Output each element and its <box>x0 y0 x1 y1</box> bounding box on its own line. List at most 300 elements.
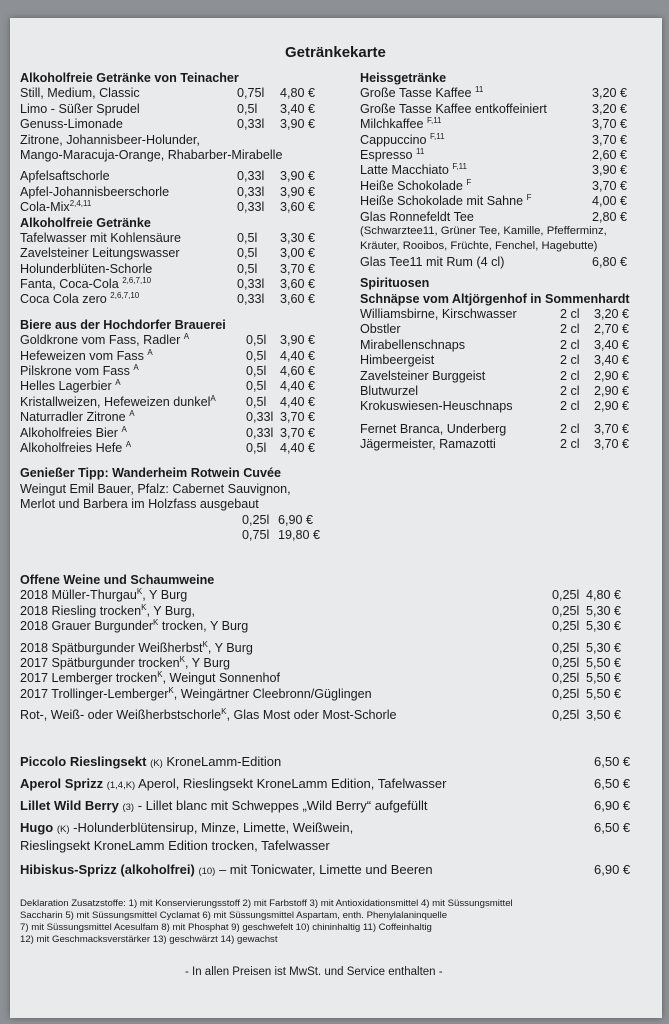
section-title: Heissgetränke <box>360 71 447 85</box>
menu-item <box>360 210 656 225</box>
item-price: 3,50 € <box>586 708 622 723</box>
item-name <box>360 422 506 437</box>
item-price: 2,90 € <box>594 368 630 383</box>
item-price: 2,70 € <box>594 322 630 337</box>
menu-item <box>20 246 340 261</box>
tip-line: Merlot und Barbera im Holzfass ausgebaut <box>20 497 259 512</box>
item-name <box>360 179 471 194</box>
item-quantity: 0,33l <box>237 169 265 184</box>
item-name <box>20 656 230 671</box>
item-quantity: 0,25l <box>552 655 580 670</box>
item-price: 4,60 € <box>280 364 316 379</box>
item-label: Milchkaffee <box>360 117 427 132</box>
item-label: Heiße Schokolade mit Sahne <box>360 194 527 209</box>
item-price: 3,90 € <box>592 163 628 178</box>
menu-item <box>20 619 640 634</box>
allergen-code: (10) <box>198 866 216 877</box>
item-price: 3,40 € <box>594 353 630 368</box>
item-label: 2018 Müller-Thurgau <box>20 588 137 603</box>
item-footnote: K <box>153 617 159 627</box>
item-label: 2017 Trollinger-Lemberger <box>20 686 169 701</box>
item-label: Rot-, Weiß- oder Weißherbstschorle <box>20 708 222 723</box>
specials-section <box>20 754 640 884</box>
declaration-line: Saccharin 5) mit Süssungsmittel Cyclamat 6) mit Süssungsmittel Aspartam, enth. Phenylalaninquelle <box>20 910 448 921</box>
declaration-line: 12) mit Geschmacksverstärker 13) geschwärzt 14) gewachst <box>20 934 278 945</box>
item-name <box>20 292 139 307</box>
item-name <box>20 333 189 348</box>
item-footnote: F,11 <box>426 115 442 125</box>
item-quantity: 0,75l <box>242 527 270 542</box>
section-title: Alkoholfreie Getränke von Teinacher <box>20 71 239 85</box>
menu-item <box>360 163 656 178</box>
item-label: Krokuswiesen-Heuschnaps <box>360 399 513 414</box>
special-item-cont <box>20 838 640 862</box>
item-price: 3,70 € <box>592 132 628 147</box>
item-name <box>20 364 139 379</box>
item-name <box>360 148 424 163</box>
item-quantity: 2 cl <box>560 322 580 337</box>
item-price: 3,90 € <box>280 117 316 132</box>
item-label: Blutwurzel <box>360 384 419 399</box>
menu-item <box>20 441 340 456</box>
item-price: 3,20 € <box>592 101 628 116</box>
item-detail: , Weingut Sonnenhof <box>162 671 280 686</box>
item-footnote: F,11 <box>452 162 467 172</box>
item-price: 4,40 € <box>280 379 316 394</box>
item-label: Espresso <box>360 147 416 162</box>
menu-item <box>20 292 340 307</box>
item-name <box>20 776 446 793</box>
item-footnote: 11 <box>475 85 484 95</box>
item-name <box>360 210 474 225</box>
menu-item <box>360 437 656 452</box>
item-name <box>20 820 353 837</box>
item-price: 6,80 € <box>592 254 628 269</box>
menu-item <box>20 231 340 246</box>
item-name <box>360 322 401 337</box>
special-description: Aperol, Rieslingsekt KroneLamm Edition, Tafelwasser <box>138 776 447 791</box>
item-quantity: 0,25l <box>552 708 580 723</box>
item-price: 3,60 € <box>280 292 316 307</box>
item-price: 3,20 € <box>594 307 630 322</box>
item-label: Cappuccino <box>360 132 431 147</box>
special-description: KroneLamm-Edition <box>166 754 282 769</box>
item-price: 4,40 € <box>280 394 316 409</box>
item-price: 2,60 € <box>592 147 628 162</box>
item-name <box>20 426 127 441</box>
item-price: 3,70 € <box>592 178 628 193</box>
item-price: 6,50 € <box>594 820 631 835</box>
item-price: 3,70 € <box>280 261 316 276</box>
menu-item <box>20 117 340 132</box>
item-label: Tafelwasser mit Kohlensäure <box>20 230 181 245</box>
special-name: Piccolo Rieslingsekt <box>20 754 147 769</box>
item-price: 6,50 € <box>594 754 631 769</box>
item-quantity: 0,33l <box>237 184 265 199</box>
menu-item <box>20 333 340 348</box>
item-quantity: 2 cl <box>560 368 580 383</box>
item-name: Glas Tee11 mit Rum (4 cl) <box>360 254 505 269</box>
item-label: Limo - Süßer Sprudel <box>20 101 140 116</box>
item-quantity: 2 cl <box>560 353 580 368</box>
item-footnote: K <box>136 587 143 597</box>
item-label: Zavelsteiner Leitungswasser <box>20 246 180 261</box>
item-label: Glas Ronnefeldt Tee <box>360 209 474 224</box>
item-detail: trocken, Y Burg <box>158 619 249 634</box>
item-quantity: 0,25l <box>552 686 580 701</box>
menu-item <box>360 399 656 414</box>
item-label: Pilskrone vom Fass <box>20 364 134 379</box>
item-label: Mirabellenschnaps <box>360 337 466 352</box>
item-name <box>20 277 151 292</box>
item-name <box>20 410 135 425</box>
section-title: Alkoholfreie Getränke <box>20 215 151 230</box>
item-price: 2,90 € <box>594 399 630 414</box>
item-name <box>360 307 517 322</box>
menu-item <box>360 117 656 132</box>
item-label: Hefeweizen vom Fass <box>20 348 148 363</box>
menu-item <box>360 86 656 101</box>
item-price: 3,40 € <box>594 337 630 352</box>
item-detail: , Y Burg <box>184 655 231 670</box>
item-quantity: 2 cl <box>560 337 580 352</box>
item-label: Zavelsteiner Burggeist <box>360 368 486 383</box>
item-name <box>20 246 180 261</box>
declaration-line: 7) mit Süssungsmittel Acesulfam 8) mit Phosphat 9) geschwefelt 10) chininhaltig 11) Coffeinhaltig <box>20 922 432 933</box>
item-name <box>20 441 131 456</box>
item-quantity: 0,5l <box>246 364 267 379</box>
item-name <box>360 194 532 209</box>
menu-item <box>360 338 656 353</box>
item-name <box>20 588 187 603</box>
item-label: Große Tasse Kaffee entkoffeiniert <box>360 101 547 116</box>
allergen-code: (K) <box>150 758 163 769</box>
special-item <box>20 754 640 776</box>
menu-item <box>20 102 340 117</box>
item-name <box>20 169 110 184</box>
item-name <box>360 437 496 452</box>
item-name <box>360 338 465 353</box>
item-label: Still, Medium, Classic <box>20 86 140 101</box>
item-name <box>20 687 372 702</box>
item-name <box>20 379 121 394</box>
item-quantity: 0,5l <box>246 394 267 409</box>
item-detail: , Glas Most oder Most-Schorle <box>226 708 397 723</box>
menu-item <box>20 671 640 686</box>
item-label: Himbeergeist <box>360 353 435 368</box>
item-label: Cola-Mix <box>20 200 70 215</box>
item-price: 5,30 € <box>586 619 622 634</box>
item-label: Latte Macchiato <box>360 163 453 178</box>
menu-item <box>20 528 340 543</box>
note: (Schwarztee11, Grüner Tee, Kamille, Pfefferminz, <box>360 224 607 237</box>
special-name: Aperol Sprizz <box>20 776 104 791</box>
item-name <box>360 399 513 414</box>
menu-item <box>360 179 656 194</box>
item-footnote: K <box>141 602 147 612</box>
item-quantity: 2 cl <box>560 437 580 452</box>
note: Mango-Maracuja-Orange, Rhabarber-Mirabelle <box>20 147 283 162</box>
item-price: 3,60 € <box>280 277 316 292</box>
menu-item <box>20 379 340 394</box>
item-name <box>360 384 418 399</box>
menu-item <box>360 148 656 163</box>
item-quantity: 0,25l <box>552 671 580 686</box>
section-title: Offene Weine und Schaumweine <box>20 573 215 587</box>
item-label: Holunderblüten-Schorle <box>20 261 153 276</box>
item-name <box>360 369 485 384</box>
special-name: Hibiskus-Sprizz (alkoholfrei) <box>20 862 195 877</box>
tip-line: Weingut Emil Bauer, Pfalz: Cabernet Sauvignon, <box>20 481 291 496</box>
item-price: 5,50 € <box>586 671 622 686</box>
item-price: 6,90 € <box>594 798 631 813</box>
item-detail: , Y Burg <box>207 640 253 655</box>
item-price: 3,90 € <box>280 333 316 348</box>
menu-item <box>20 185 340 200</box>
item-price: 19,80 € <box>278 527 321 542</box>
item-footnote: A <box>147 347 153 357</box>
menu-item <box>20 656 640 671</box>
item-detail: , Weingärtner Cleebronn/Güglingen <box>173 686 372 701</box>
item-quantity: 0,5l <box>237 246 258 261</box>
item-footnote: 2,6,7,10 <box>122 275 152 285</box>
menu-item <box>360 133 656 148</box>
item-name <box>360 86 483 101</box>
menu-item <box>20 200 340 215</box>
page-title: Getränkekarte <box>285 44 386 61</box>
item-label: Jägermeister, Ramazotti <box>360 437 496 452</box>
section-title: Spirituosen <box>360 276 430 291</box>
item-quantity: 2 cl <box>560 307 580 322</box>
item-label: Fanta, Coca-Cola <box>20 277 123 292</box>
item-label: Genuss-Limonade <box>20 117 123 132</box>
item-label: Williamsbirne, Kirschwasser <box>360 307 517 322</box>
item-price: 6,90 € <box>594 862 631 877</box>
item-footnote: A <box>115 378 121 388</box>
item-name <box>360 353 434 368</box>
item-quantity: 0,25l <box>552 603 580 618</box>
menu-item <box>360 384 656 399</box>
item-name <box>20 86 140 101</box>
item-label: Heiße Schokolade <box>360 178 467 193</box>
menu-item <box>20 513 340 528</box>
item-label: 2018 Spätburgunder Weißherbst <box>20 640 203 655</box>
item-quantity: 0,33l <box>246 425 274 440</box>
item-price: 3,20 € <box>592 86 628 101</box>
item-price: 3,60 € <box>280 200 316 215</box>
allergen-code: (K) <box>56 824 70 835</box>
item-footnote: K <box>202 639 208 649</box>
item-footnote: F <box>466 177 472 187</box>
item-name <box>20 102 140 117</box>
declaration-line: Deklaration Zusatzstoffe: 1) mit Konservierungsstoff 2) mit Farbstoff 3) mit Antioxidationsmittel 4) mit Süssungsmittel <box>20 898 513 909</box>
item-footnote: K <box>221 706 227 716</box>
section-subtitle: Schnäpse vom Altjörgenhof in Sommenhardt <box>360 291 630 306</box>
note: Zitrone, Johannisbeer-Holunder, <box>20 132 200 147</box>
special-item <box>20 776 640 798</box>
item-name <box>20 262 152 277</box>
item-quantity: 0,25l <box>242 512 270 527</box>
menu-item <box>20 86 340 101</box>
menu-item <box>20 708 640 723</box>
menu-item <box>20 395 340 410</box>
item-label: 2018 Grauer Burgunder <box>20 619 154 634</box>
item-name <box>20 798 427 815</box>
menu-item <box>20 262 340 277</box>
menu-item <box>20 588 640 603</box>
item-price: 6,50 € <box>594 776 631 791</box>
item-name <box>20 200 91 215</box>
item-quantity: 0,25l <box>552 588 580 603</box>
item-quantity: 0,33l <box>237 292 265 307</box>
declaration <box>20 898 630 946</box>
menu-item <box>360 307 656 322</box>
item-name <box>20 185 169 200</box>
item-label: Naturradler Zitrone <box>20 410 130 425</box>
item-price: 4,80 € <box>586 588 622 603</box>
item-label: Obstler <box>360 322 401 337</box>
item-price: 3,90 € <box>280 184 316 199</box>
menu-item <box>20 687 640 702</box>
item-label: Kristallweizen, Hefeweizen dunkel <box>20 394 211 409</box>
item-name <box>360 163 467 178</box>
special-item <box>20 862 640 884</box>
special-description: -Holunderblütensirup, Minze, Limette, Weißwein, <box>73 820 354 835</box>
item-footnote: 2,6,7,10 <box>110 291 140 301</box>
menu-item <box>20 169 340 184</box>
menu-item <box>360 353 656 368</box>
item-name <box>20 395 216 410</box>
menu-item <box>20 426 340 441</box>
item-footnote: 11 <box>416 146 425 156</box>
item-label: Goldkrone vom Fass, Radler <box>20 333 184 348</box>
menu-item <box>360 194 656 209</box>
item-footnote: A <box>129 409 135 419</box>
special-description: – mit Tonicwater, Limette und Beeren <box>218 862 433 877</box>
item-quantity: 2 cl <box>560 399 580 414</box>
item-price: 3,90 € <box>280 169 316 184</box>
menu-item <box>360 422 656 437</box>
item-price: 4,40 € <box>280 440 316 455</box>
item-label: 2017 Lemberger trocken <box>20 671 158 686</box>
item-quantity: 0,5l <box>246 333 267 348</box>
item-quantity: 0,33l <box>237 277 265 292</box>
item-quantity: 2 cl <box>560 384 580 399</box>
menu-item <box>20 364 340 379</box>
item-price: 5,30 € <box>586 640 622 655</box>
note: Kräuter, Rooibos, Früchte, Fenchel, Hagebutte) <box>360 239 598 252</box>
item-name <box>20 619 248 634</box>
item-footnote: K <box>168 685 174 695</box>
item-name <box>20 604 195 619</box>
right-column <box>360 71 656 453</box>
item-footnote: 2,4,11 <box>69 198 92 208</box>
left-column <box>20 71 340 543</box>
item-footnote: A <box>125 439 132 449</box>
item-quantity: 0,33l <box>246 410 274 425</box>
special-name: Lillet Wild Berry <box>20 798 119 813</box>
item-price: 3,70 € <box>280 410 316 425</box>
item-label: Alkoholfreies Bier <box>20 425 122 440</box>
item-price: 3,40 € <box>280 101 316 116</box>
item-quantity: 0,5l <box>237 101 258 116</box>
item-label: Apfelsaftschorle <box>20 169 110 184</box>
item-label: 2018 Riesling trocken <box>20 603 142 618</box>
special-description: Rieslingsekt KroneLamm Edition trocken, Tafelwasser <box>20 838 330 853</box>
allergen-code: (3) <box>122 802 135 813</box>
item-quantity: 0,5l <box>246 379 267 394</box>
section-title: Biere aus der Hochdorfer Brauerei <box>20 317 226 332</box>
item-name <box>20 117 123 132</box>
item-label: Apfel-Johannisbeerschorle <box>20 184 170 199</box>
item-label: Alkoholfreies Hefe <box>20 440 126 455</box>
item-footnote: A <box>133 362 139 372</box>
item-price: 2,90 € <box>594 384 630 399</box>
item-label: Fernet Branca, Underberg <box>360 421 507 436</box>
menu-item <box>20 641 640 656</box>
item-price: 3,30 € <box>280 230 316 245</box>
footer-note: - In allen Preisen ist MwSt. und Service enthalten - <box>185 966 443 978</box>
item-name <box>360 117 442 132</box>
item-price: 3,70 € <box>594 437 630 452</box>
item-footnote: K <box>179 654 185 664</box>
special-item <box>20 798 640 820</box>
item-price: 2,80 € <box>592 209 628 224</box>
item-price: 5,30 € <box>586 603 622 618</box>
item-name <box>360 102 547 117</box>
allergen-code: (1,4,K) <box>106 780 136 791</box>
item-footnote: F <box>526 192 532 202</box>
item-name <box>20 349 153 364</box>
item-price: 5,50 € <box>586 655 622 670</box>
item-footnote: K <box>157 670 163 680</box>
item-name <box>20 862 433 879</box>
item-label: Coca Cola zero <box>20 292 111 307</box>
item-quantity: 0,5l <box>246 348 267 363</box>
special-description: - Lillet blanc mit Schweppes „Wild Berry“ aufgefüllt <box>137 798 428 813</box>
item-footnote: A <box>121 424 127 434</box>
item-label: Große Tasse Kaffee <box>360 86 476 101</box>
item-name <box>20 231 181 246</box>
menu-item <box>20 410 340 425</box>
item-quantity: 0,25l <box>552 619 580 634</box>
menu-item <box>20 349 340 364</box>
item-name <box>20 671 280 686</box>
item-quantity: 0,75l <box>237 86 265 101</box>
item-name <box>20 641 253 656</box>
item-price: 3,70 € <box>280 425 316 440</box>
special-name: Hugo <box>20 820 54 835</box>
item-quantity: 0,5l <box>237 261 258 276</box>
item-quantity: 0,5l <box>246 440 267 455</box>
tip-title: Genießer Tipp: Wanderheim Rotwein Cuvée <box>20 466 282 481</box>
item-price: 3,70 € <box>592 117 628 132</box>
item-quantity: 0,33l <box>237 117 265 132</box>
item-quantity: 0,5l <box>237 230 258 245</box>
menu-item <box>360 322 656 337</box>
item-footnote: F,11 <box>430 131 445 141</box>
menu-item <box>360 255 656 270</box>
item-price: 6,90 € <box>278 512 314 527</box>
wine-section <box>20 573 640 724</box>
item-detail: , Y Burg, <box>146 603 196 618</box>
item-quantity: 2 cl <box>560 421 580 436</box>
item-price: 5,50 € <box>586 686 622 701</box>
item-name <box>360 133 445 148</box>
item-label: 2017 Spätburgunder trocken <box>20 655 180 670</box>
item-name <box>20 708 397 723</box>
item-footnote: A <box>183 332 190 342</box>
